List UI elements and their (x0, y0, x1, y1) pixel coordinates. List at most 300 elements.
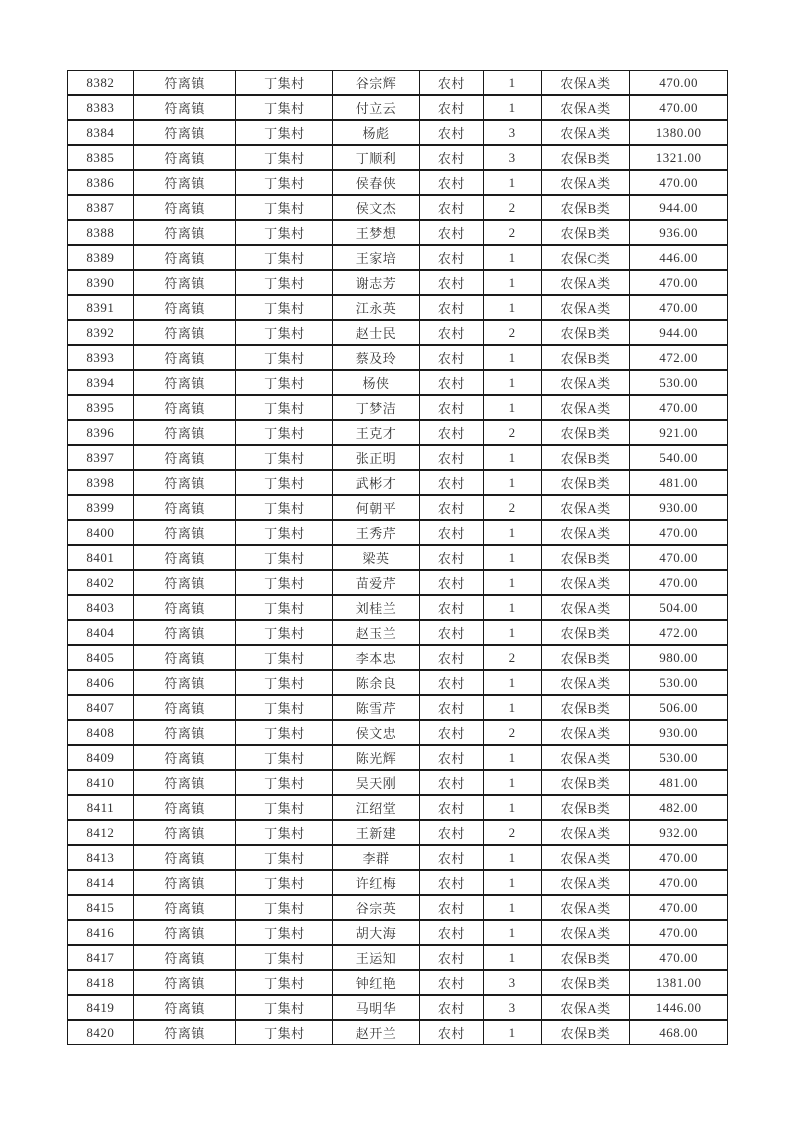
town-cell: 符离镇 (134, 446, 237, 469)
village-cell: 丁集村 (236, 771, 333, 794)
village-cell: 丁集村 (236, 721, 333, 744)
amount-cell: 468.00 (659, 1024, 699, 1040)
sequence-number-cell: 8400 (68, 521, 134, 544)
amount-cell: 470.00 (659, 174, 699, 190)
amount-cell: 470.00 (659, 299, 699, 315)
table-row (67, 770, 728, 795)
table-row (67, 195, 728, 220)
amount-cell: 472.00 (659, 624, 699, 640)
person-name-cell: 谷宗英 (333, 896, 420, 919)
amount-cell: 470.00 (659, 399, 699, 415)
table-row (67, 170, 728, 195)
sequence-number-cell: 8412 (68, 821, 134, 844)
village-cell: 丁集村 (236, 446, 333, 469)
town-cell: 符离镇 (134, 396, 237, 419)
residence-type-cell: 农村 (420, 746, 484, 769)
town-cell: 符离镇 (134, 771, 237, 794)
insurance-category-cell: 农保A类 (542, 296, 631, 319)
residence-type-cell: 农村 (420, 846, 484, 869)
town-cell: 符离镇 (134, 971, 237, 994)
sequence-number-cell: 8417 (68, 946, 134, 969)
amount-cell: 470.00 (659, 574, 699, 590)
residence-type-cell: 农村 (420, 671, 484, 694)
person-name-cell: 蔡及玲 (333, 346, 420, 369)
person-count-cell: 3 (484, 996, 542, 1019)
residence-type-cell: 农村 (420, 446, 484, 469)
person-name-cell: 梁英 (333, 546, 420, 569)
sequence-number-cell: 8395 (68, 396, 134, 419)
village-cell: 丁集村 (236, 246, 333, 269)
village-cell: 丁集村 (236, 546, 333, 569)
person-count-cell: 1 (484, 746, 542, 769)
sequence-number-cell: 8403 (68, 596, 134, 619)
amount-cell: 944.00 (659, 199, 699, 215)
town-cell: 符离镇 (134, 1021, 237, 1044)
residence-type-cell: 农村 (420, 471, 484, 494)
amount-cell: 944.00 (659, 324, 699, 340)
town-cell: 符离镇 (134, 721, 237, 744)
residence-type-cell: 农村 (420, 521, 484, 544)
person-name-cell: 侯文忠 (333, 721, 420, 744)
person-count-cell: 3 (484, 971, 542, 994)
residence-type-cell: 农村 (420, 96, 484, 119)
residence-type-cell: 农村 (420, 871, 484, 894)
amount-cell: 506.00 (659, 699, 699, 715)
insurance-category-cell: 农保C类 (542, 246, 631, 269)
residence-type-cell: 农村 (420, 596, 484, 619)
insurance-category-cell: 农保B类 (542, 221, 631, 244)
person-name-cell: 何朝平 (333, 496, 420, 519)
insurance-category-cell: 农保A类 (542, 671, 631, 694)
town-cell: 符离镇 (134, 921, 237, 944)
insurance-category-cell: 农保A类 (542, 96, 631, 119)
village-cell: 丁集村 (236, 96, 333, 119)
town-cell: 符离镇 (134, 296, 237, 319)
person-name-cell: 侯文杰 (333, 196, 420, 219)
village-cell: 丁集村 (236, 396, 333, 419)
amount-cell: 930.00 (659, 499, 699, 515)
person-name-cell: 吴天刚 (333, 771, 420, 794)
person-name-cell: 王梦想 (333, 221, 420, 244)
table-row (67, 995, 728, 1020)
person-count-cell: 1 (484, 271, 542, 294)
insurance-category-cell: 农保A类 (542, 896, 631, 919)
village-cell: 丁集村 (236, 671, 333, 694)
village-cell: 丁集村 (236, 846, 333, 869)
table-row (67, 795, 728, 820)
town-cell: 符离镇 (134, 571, 237, 594)
amount-cell: 446.00 (659, 249, 699, 265)
person-count-cell: 1 (484, 96, 542, 119)
person-name-cell: 李群 (333, 846, 420, 869)
residence-type-cell: 农村 (420, 646, 484, 669)
insurance-category-cell: 农保B类 (542, 446, 631, 469)
town-cell: 符离镇 (134, 596, 237, 619)
table-row (67, 520, 728, 545)
table-row (67, 870, 728, 895)
insurance-category-cell: 农保A类 (542, 71, 631, 94)
insurance-category-cell: 农保A类 (542, 571, 631, 594)
insurance-category-cell: 农保B类 (542, 646, 631, 669)
residence-type-cell: 农村 (420, 396, 484, 419)
amount-cell: 1321.00 (655, 149, 702, 165)
sequence-number-cell: 8411 (68, 796, 134, 819)
person-count-cell: 1 (484, 171, 542, 194)
amount-cell: 470.00 (659, 949, 699, 965)
sequence-number-cell: 8407 (68, 696, 134, 719)
town-cell: 符离镇 (134, 96, 237, 119)
sequence-number-cell: 8384 (68, 121, 134, 144)
amount-cell: 472.00 (659, 349, 699, 365)
residence-type-cell: 农村 (420, 621, 484, 644)
person-count-cell: 1 (484, 521, 542, 544)
town-cell: 符离镇 (134, 621, 237, 644)
person-name-cell: 陈雪芹 (333, 696, 420, 719)
sequence-number-cell: 8408 (68, 721, 134, 744)
person-count-cell: 1 (484, 871, 542, 894)
person-count-cell: 1 (484, 396, 542, 419)
person-count-cell: 1 (484, 446, 542, 469)
sequence-number-cell: 8388 (68, 221, 134, 244)
village-cell: 丁集村 (236, 896, 333, 919)
person-name-cell: 丁顺利 (333, 146, 420, 169)
residence-type-cell: 农村 (420, 371, 484, 394)
person-count-cell: 1 (484, 771, 542, 794)
sequence-number-cell: 8397 (68, 446, 134, 469)
village-cell: 丁集村 (236, 221, 333, 244)
sequence-number-cell: 8394 (68, 371, 134, 394)
residence-type-cell: 农村 (420, 121, 484, 144)
town-cell: 符离镇 (134, 946, 237, 969)
town-cell: 符离镇 (134, 546, 237, 569)
insurance-category-cell: 农保B类 (542, 421, 631, 444)
person-name-cell: 钟红艳 (333, 971, 420, 994)
person-count-cell: 1 (484, 296, 542, 319)
table-row (67, 845, 728, 870)
insurance-category-cell: 农保B类 (542, 696, 631, 719)
insurance-category-cell: 农保B类 (542, 1021, 631, 1044)
village-cell: 丁集村 (236, 696, 333, 719)
residence-type-cell: 农村 (420, 696, 484, 719)
residence-type-cell: 农村 (420, 721, 484, 744)
village-cell: 丁集村 (236, 271, 333, 294)
village-cell: 丁集村 (236, 1021, 333, 1044)
person-name-cell: 刘桂兰 (333, 596, 420, 619)
insurance-category-cell: 农保A类 (542, 396, 631, 419)
person-count-cell: 1 (484, 246, 542, 269)
person-name-cell: 武彬才 (333, 471, 420, 494)
town-cell: 符离镇 (134, 646, 237, 669)
person-count-cell: 2 (484, 721, 542, 744)
town-cell: 符离镇 (134, 846, 237, 869)
person-count-cell: 2 (484, 496, 542, 519)
insurance-category-cell: 农保A类 (542, 996, 631, 1019)
village-cell: 丁集村 (236, 196, 333, 219)
sequence-number-cell: 8382 (68, 71, 134, 94)
person-name-cell: 谢志芳 (333, 271, 420, 294)
person-count-cell: 3 (484, 146, 542, 169)
residence-type-cell: 农村 (420, 71, 484, 94)
sequence-number-cell: 8387 (68, 196, 134, 219)
person-name-cell: 苗爱芹 (333, 571, 420, 594)
person-name-cell: 陈光辉 (333, 746, 420, 769)
village-cell: 丁集村 (236, 471, 333, 494)
table-row (67, 245, 728, 270)
village-cell: 丁集村 (236, 821, 333, 844)
table-row (67, 1020, 728, 1045)
sequence-number-cell: 8404 (68, 621, 134, 644)
table-row (67, 670, 728, 695)
insurance-category-cell: 农保B类 (542, 771, 631, 794)
village-cell: 丁集村 (236, 496, 333, 519)
insurance-category-cell: 农保B类 (542, 621, 631, 644)
person-count-cell: 1 (484, 546, 542, 569)
person-count-cell: 2 (484, 321, 542, 344)
amount-cell: 1381.00 (655, 974, 702, 990)
table-row (67, 745, 728, 770)
amount-cell: 470.00 (659, 899, 699, 915)
amount-cell: 481.00 (659, 774, 699, 790)
residence-type-cell: 农村 (420, 546, 484, 569)
residence-type-cell: 农村 (420, 971, 484, 994)
sequence-number-cell: 8402 (68, 571, 134, 594)
insurance-category-cell: 农保B类 (542, 946, 631, 969)
town-cell: 符离镇 (134, 896, 237, 919)
sequence-number-cell: 8393 (68, 346, 134, 369)
person-name-cell: 李本忠 (333, 646, 420, 669)
table-row (67, 70, 728, 95)
person-count-cell: 2 (484, 821, 542, 844)
amount-cell: 921.00 (659, 424, 699, 440)
amount-cell: 930.00 (659, 724, 699, 740)
insurance-category-cell: 农保A类 (542, 921, 631, 944)
person-name-cell: 王新建 (333, 821, 420, 844)
sequence-number-cell: 8405 (68, 646, 134, 669)
person-count-cell: 2 (484, 196, 542, 219)
village-cell: 丁集村 (236, 746, 333, 769)
person-name-cell: 丁梦洁 (333, 396, 420, 419)
town-cell: 符离镇 (134, 196, 237, 219)
insurance-category-cell: 农保B类 (542, 196, 631, 219)
person-count-cell: 1 (484, 846, 542, 869)
table-row (67, 370, 728, 395)
sequence-number-cell: 8398 (68, 471, 134, 494)
town-cell: 符离镇 (134, 796, 237, 819)
residence-type-cell: 农村 (420, 421, 484, 444)
amount-cell: 530.00 (659, 374, 699, 390)
sequence-number-cell: 8392 (68, 321, 134, 344)
table-row (67, 645, 728, 670)
payment-roster-table (67, 70, 728, 1045)
person-name-cell: 马明华 (333, 996, 420, 1019)
insurance-category-cell: 农保B类 (542, 471, 631, 494)
table-row (67, 595, 728, 620)
town-cell: 符离镇 (134, 871, 237, 894)
table-row (67, 420, 728, 445)
table-row (67, 445, 728, 470)
person-count-cell: 1 (484, 371, 542, 394)
amount-cell: 470.00 (659, 874, 699, 890)
sequence-number-cell: 8419 (68, 996, 134, 1019)
table-row (67, 320, 728, 345)
residence-type-cell: 农村 (420, 321, 484, 344)
sequence-number-cell: 8396 (68, 421, 134, 444)
village-cell: 丁集村 (236, 171, 333, 194)
person-count-cell: 1 (484, 1021, 542, 1044)
village-cell: 丁集村 (236, 571, 333, 594)
village-cell: 丁集村 (236, 321, 333, 344)
insurance-category-cell: 农保A类 (542, 171, 631, 194)
insurance-category-cell: 农保A类 (542, 871, 631, 894)
village-cell: 丁集村 (236, 946, 333, 969)
residence-type-cell: 农村 (420, 196, 484, 219)
table-row (67, 395, 728, 420)
table-row (67, 920, 728, 945)
table-row (67, 145, 728, 170)
residence-type-cell: 农村 (420, 146, 484, 169)
person-count-cell: 2 (484, 421, 542, 444)
amount-cell: 980.00 (659, 649, 699, 665)
village-cell: 丁集村 (236, 971, 333, 994)
sequence-number-cell: 8385 (68, 146, 134, 169)
person-name-cell: 赵玉兰 (333, 621, 420, 644)
sequence-number-cell: 8415 (68, 896, 134, 919)
insurance-category-cell: 农保A类 (542, 746, 631, 769)
town-cell: 符离镇 (134, 121, 237, 144)
sequence-number-cell: 8399 (68, 496, 134, 519)
residence-type-cell: 农村 (420, 896, 484, 919)
person-count-cell: 1 (484, 921, 542, 944)
sequence-number-cell: 8420 (68, 1021, 134, 1044)
insurance-category-cell: 农保A类 (542, 846, 631, 869)
table-row (67, 270, 728, 295)
residence-type-cell: 农村 (420, 996, 484, 1019)
person-count-cell: 1 (484, 946, 542, 969)
village-cell: 丁集村 (236, 371, 333, 394)
amount-cell: 481.00 (659, 474, 699, 490)
residence-type-cell: 农村 (420, 221, 484, 244)
person-count-cell: 1 (484, 896, 542, 919)
sequence-number-cell: 8390 (68, 271, 134, 294)
town-cell: 符离镇 (134, 671, 237, 694)
amount-cell: 470.00 (659, 99, 699, 115)
person-count-cell: 1 (484, 671, 542, 694)
table-row (67, 95, 728, 120)
amount-cell: 504.00 (659, 599, 699, 615)
table-row (67, 820, 728, 845)
person-name-cell: 江永英 (333, 296, 420, 319)
amount-cell: 470.00 (659, 924, 699, 940)
insurance-category-cell: 农保A类 (542, 721, 631, 744)
person-count-cell: 1 (484, 596, 542, 619)
table-row (67, 895, 728, 920)
village-cell: 丁集村 (236, 121, 333, 144)
table-row (67, 620, 728, 645)
person-name-cell: 赵开兰 (333, 1021, 420, 1044)
amount-cell: 470.00 (659, 849, 699, 865)
village-cell: 丁集村 (236, 296, 333, 319)
village-cell: 丁集村 (236, 346, 333, 369)
residence-type-cell: 农村 (420, 171, 484, 194)
town-cell: 符离镇 (134, 746, 237, 769)
residence-type-cell: 农村 (420, 246, 484, 269)
residence-type-cell: 农村 (420, 346, 484, 369)
sequence-number-cell: 8391 (68, 296, 134, 319)
town-cell: 符离镇 (134, 246, 237, 269)
amount-cell: 936.00 (659, 224, 699, 240)
person-name-cell: 江绍堂 (333, 796, 420, 819)
insurance-category-cell: 农保B类 (542, 546, 631, 569)
insurance-category-cell: 农保B类 (542, 321, 631, 344)
sequence-number-cell: 8418 (68, 971, 134, 994)
table-row (67, 120, 728, 145)
table-row (67, 345, 728, 370)
amount-cell: 540.00 (659, 449, 699, 465)
table-row (67, 570, 728, 595)
person-name-cell: 王家培 (333, 246, 420, 269)
village-cell: 丁集村 (236, 621, 333, 644)
village-cell: 丁集村 (236, 921, 333, 944)
amount-cell: 470.00 (659, 549, 699, 565)
sequence-number-cell: 8406 (68, 671, 134, 694)
person-name-cell: 付立云 (333, 96, 420, 119)
amount-cell: 530.00 (659, 674, 699, 690)
sequence-number-cell: 8413 (68, 846, 134, 869)
residence-type-cell: 农村 (420, 771, 484, 794)
insurance-category-cell: 农保A类 (542, 371, 631, 394)
sequence-number-cell: 8410 (68, 771, 134, 794)
town-cell: 符离镇 (134, 346, 237, 369)
residence-type-cell: 农村 (420, 796, 484, 819)
amount-cell: 470.00 (659, 274, 699, 290)
person-name-cell: 王运知 (333, 946, 420, 969)
person-name-cell: 陈余良 (333, 671, 420, 694)
town-cell: 符离镇 (134, 146, 237, 169)
person-name-cell: 胡大海 (333, 921, 420, 944)
insurance-category-cell: 农保B类 (542, 346, 631, 369)
town-cell: 符离镇 (134, 471, 237, 494)
person-count-cell: 1 (484, 346, 542, 369)
residence-type-cell: 农村 (420, 496, 484, 519)
village-cell: 丁集村 (236, 421, 333, 444)
residence-type-cell: 农村 (420, 571, 484, 594)
person-name-cell: 杨彪 (333, 121, 420, 144)
amount-cell: 482.00 (659, 799, 699, 815)
person-count-cell: 1 (484, 696, 542, 719)
amount-cell: 470.00 (659, 74, 699, 90)
table-row (67, 545, 728, 570)
insurance-category-cell: 农保B类 (542, 971, 631, 994)
town-cell: 符离镇 (134, 996, 237, 1019)
town-cell: 符离镇 (134, 71, 237, 94)
village-cell: 丁集村 (236, 996, 333, 1019)
amount-cell: 1446.00 (655, 999, 702, 1015)
town-cell: 符离镇 (134, 496, 237, 519)
person-count-cell: 1 (484, 621, 542, 644)
person-count-cell: 3 (484, 121, 542, 144)
sequence-number-cell: 8416 (68, 921, 134, 944)
residence-type-cell: 农村 (420, 946, 484, 969)
person-name-cell: 许红梅 (333, 871, 420, 894)
insurance-category-cell: 农保A类 (542, 496, 631, 519)
village-cell: 丁集村 (236, 71, 333, 94)
town-cell: 符离镇 (134, 421, 237, 444)
person-name-cell: 谷宗辉 (333, 71, 420, 94)
residence-type-cell: 农村 (420, 1021, 484, 1044)
insurance-category-cell: 农保B类 (542, 146, 631, 169)
village-cell: 丁集村 (236, 521, 333, 544)
town-cell: 符离镇 (134, 821, 237, 844)
